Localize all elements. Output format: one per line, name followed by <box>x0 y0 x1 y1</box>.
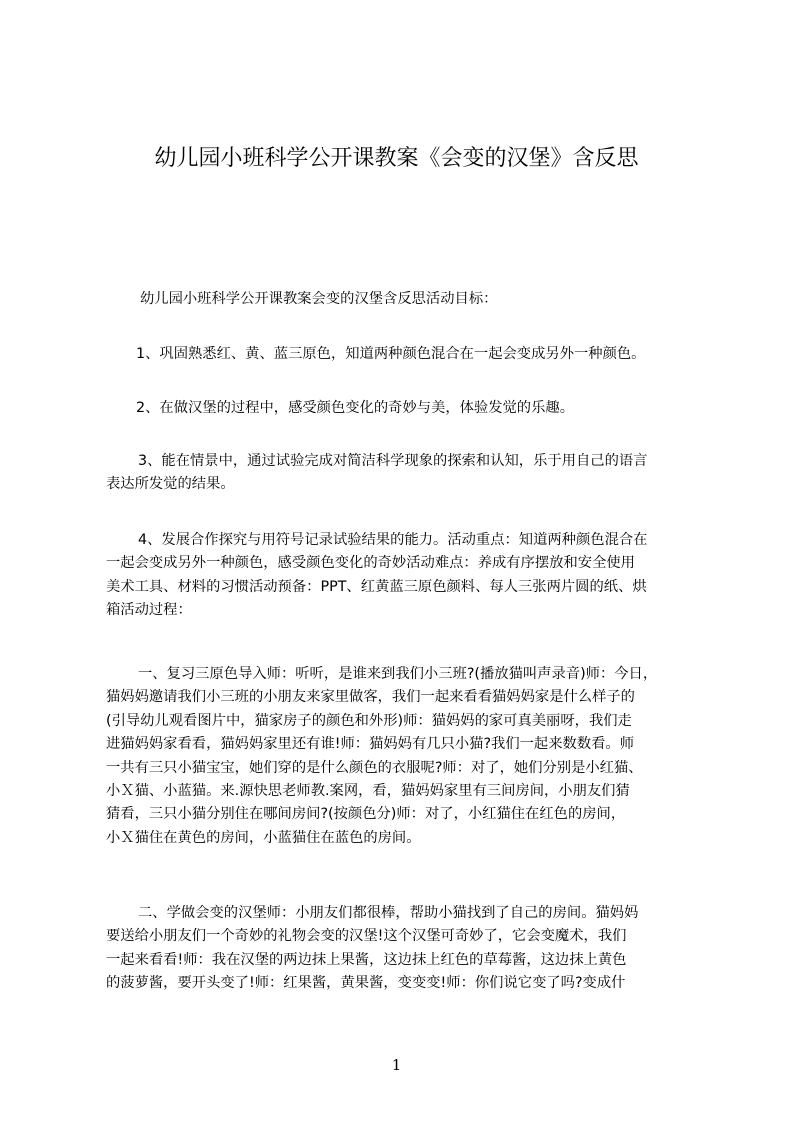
paragraph-section-2 <box>106 902 711 996</box>
paragraph-goal-4 <box>106 529 711 623</box>
text-line: (引导幼儿观看图片中，猫家房子的颜色和外形)师：猫妈妈的家可真美丽呀，我们走 <box>106 712 632 729</box>
text-line: 箱活动过程： <box>106 602 192 619</box>
paragraph-goal-2 <box>106 397 711 420</box>
text-line: 进猫妈妈家看看，猫妈妈家里还有谁!师：猫妈妈有几只小猫?我们一起来数数看。师 <box>106 736 635 753</box>
paragraph-goal-3 <box>106 450 711 497</box>
text-line: 美术工具、材料的习惯活动预备：PPT、红黄蓝三原色颜料、每人三张两片圆的纸、烘 <box>106 578 647 595</box>
paragraph-objectives-heading <box>106 288 711 311</box>
text-line: 一起会变成另外一种颜色，感受颜色变化的奇妙活动难点：养成有序摆放和安全使用 <box>106 555 635 572</box>
text-line: 一起来看看!师：我在汉堡的两边抹上果酱，这边抹上红色的草莓酱，这边抹上黄色 <box>106 951 627 968</box>
paragraph-section-1 <box>106 663 711 850</box>
paragraph-goal-1 <box>106 343 711 366</box>
text-line: 1、巩固熟悉红、黄、蓝三原色，知道两种颜色混合在一起会变成另外一种颜色。 <box>136 346 646 362</box>
document-title: 幼儿园小班科学公开课教案《会变的汉堡》含反思 <box>154 146 639 171</box>
page-number: 1 <box>391 1056 402 1074</box>
text-line: 一、复习三原色导入师：听听，是谁来到我们小三班?(播放猫叫声录音)师：今日， <box>138 666 658 682</box>
text-line: 猜看，三只小猫分别住在哪间房间?(按颜色分)师：对了，小红猫住在红色的房间， <box>106 806 626 823</box>
text-line: 2、在做汉堡的过程中，感受颜色变化的奇妙与美，体验发觉的乐趣。 <box>136 400 574 416</box>
text-line: 小Ｘ猫、小蓝猫。来.源快思老师教.案网，看，猫妈妈家里有三间房间，小朋友们猜 <box>106 783 630 800</box>
text-line: 表达所发觉的结果。 <box>106 476 235 493</box>
text-line: 小Ｘ猫住在黄色的房间，小蓝猫住在蓝色的房间。 <box>106 829 421 846</box>
text-line: 猫妈妈邀请我们小三班的小朋友来家里做客，我们一起来看看猫妈妈家是什么样子的 <box>106 689 635 706</box>
text-line: 3、能在情景中，通过试验完成对简洁科学现象的探索和认知，乐于用自己的语言 <box>138 453 648 469</box>
text-line: 二、学做会变的汉堡师：小朋友们都很棒，帮助小猫找到了自己的房间。猫妈妈 <box>138 905 639 921</box>
text-line: 的菠萝酱，要开头变了!师：红果酱，黄果酱，变变变!师：你们说它变了吗?变成什 <box>106 975 626 992</box>
text-line: 幼儿园小班科学公开课教案会变的汉堡含反思活动目标： <box>140 291 498 307</box>
text-line: 4、发展合作探究与用符号记录试验结果的能力。活动重点：知道两种颜色混合在 <box>138 532 648 548</box>
text-line: 一共有三只小猫宝宝，她们穿的是什么颜色的衣服呢?师：对了，她们分别是小红猫、 <box>106 759 643 776</box>
text-line: 要送给小朋友们一个奇妙的礼物会变的汉堡!这个汉堡可奇妙了，它会变魔术，我们 <box>106 928 627 945</box>
